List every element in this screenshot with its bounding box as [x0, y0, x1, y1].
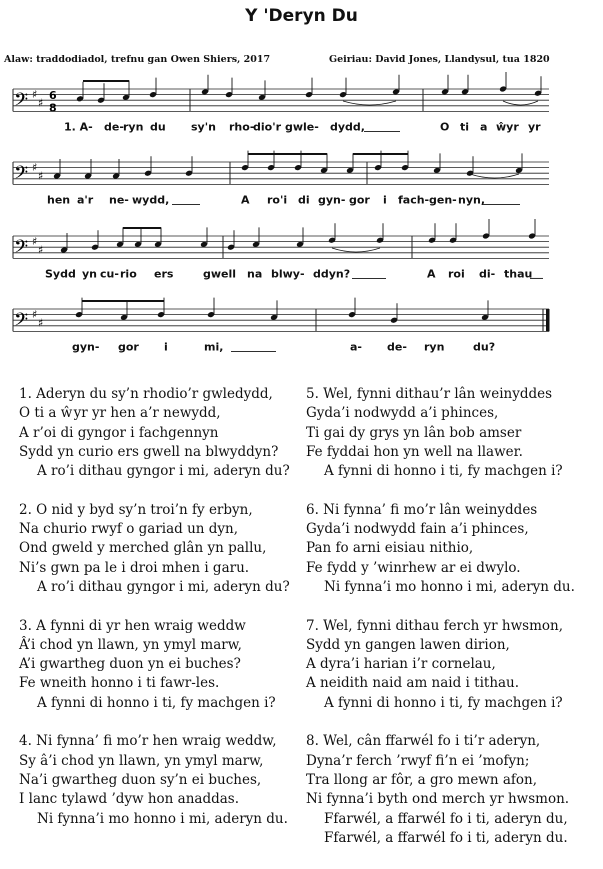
lyric-syllable: di- [479, 267, 496, 281]
bass-clef-icon: 𝄢 [14, 163, 29, 189]
refrain-line: A fynni di honno i ti, fy machgen i? [37, 694, 276, 711]
verse-line: A r’oi di gyngor i fachgennyn [19, 424, 219, 441]
refrain-line: Ni fynna’i mo honno i mi, aderyn du. [37, 810, 288, 827]
verse-line: 6. Ni fynna’ fi mo’r lân weinyddes [306, 501, 538, 518]
verse-line: Ni’s gwn pa le i droi mhen i garu. [19, 559, 250, 576]
lyric-syllable: Sydd [45, 267, 76, 281]
verse-line: Na’i gwartheg duon sy’n ei buches, [19, 771, 262, 788]
verse-line: Ni fynna’i byth ond merch yr hwsmon. [306, 791, 570, 808]
bass-clef-icon: 𝄢 [14, 310, 29, 336]
verse-line: Fe fyddai hon yn well na llawer. [306, 443, 523, 460]
lyric-syllable: gor [349, 193, 370, 207]
verse-line: 8. Wel, cân ffarwél fo i ti’r aderyn, [306, 733, 541, 750]
verse-line: Na churio rwyf o gariad un dyn, [19, 521, 239, 538]
lyric-syllable: du? [473, 340, 496, 354]
verse-line: Sydd yn gangen lawen dirion, [306, 636, 510, 653]
lyric-syllable: gor [118, 340, 139, 354]
refrain-line: Ffarwél, a ffarwél fo i ti, aderyn du. [324, 829, 568, 846]
verse-block [19, 732, 290, 828]
key-signature-sharps-icon: ♯ [38, 243, 44, 257]
verse-line: O ti a ŵyr yr hen a’r newydd, [19, 405, 221, 422]
verse-line: Pan fo arni eisiau nithio, [306, 540, 474, 557]
lyric-syllable: rio [120, 267, 137, 281]
key-signature-sharps-icon: ♯ [32, 87, 38, 101]
lyric-syllable: gen- [429, 193, 457, 207]
verse-line: A neidith naid am naid i tithau. [306, 675, 520, 692]
verse-block [19, 385, 290, 481]
verse-line: 3. A fynni di yr hen wraig weddw [19, 617, 246, 634]
lyric-syllable: A [427, 267, 436, 281]
key-signature-sharps-icon: ♯ [38, 96, 44, 110]
verses-left-column [19, 385, 290, 848]
verse-line: Tra llong ar fôr, a gro mewn afon, [306, 771, 538, 788]
song-title: Y 'Deryn Du [245, 6, 358, 26]
sheet-music [0, 0, 603, 370]
lyric-syllable: du [150, 120, 166, 134]
verse-line: 5. Wel, fynni dithau’r lân weinyddes [306, 386, 553, 402]
lyric-syllable: roi [448, 267, 465, 281]
lyric-syllable: ryn [123, 120, 144, 134]
verse-line: A dyra’i harian i’r cornelau, [306, 656, 496, 673]
note-tie [343, 101, 396, 105]
lyric-syllable: i [383, 193, 387, 207]
lyric-syllable: ŵyr [496, 120, 519, 134]
verse-line: Gyda’i nodwydd a’i phinces, [306, 405, 499, 422]
refrain-line: A fynni di honno i ti, fy machgen i? [324, 694, 563, 711]
lyric-syllable: dio'r [253, 120, 281, 134]
lyric-syllable: rho- [229, 120, 255, 134]
verse-block [306, 732, 575, 848]
lyric-syllable: ers [154, 267, 174, 281]
note-tie [470, 174, 519, 178]
bass-clef-icon: 𝄢 [14, 90, 29, 116]
lyric-syllable: blwy- [271, 267, 305, 281]
tune-credit: Alaw: traddodiadol, trefnu gan Owen Shiers, 2017 [4, 54, 271, 65]
key-signature-sharps-icon: ♯ [32, 160, 38, 174]
lyric-syllable: cu- [100, 267, 119, 281]
final-barline-thick [546, 309, 550, 331]
refrain-line: Ni fynna’i mo honno i mi, aderyn du. [324, 578, 575, 595]
lyric-syllable: gyn- [318, 193, 346, 207]
note-tie [332, 248, 380, 252]
lyric-syllable: i [164, 340, 168, 354]
verse-block [306, 617, 575, 713]
verse-line: Â’i chod yn llawn, yn ymyl marw, [19, 636, 242, 653]
lyric-syllable: wydd, [132, 193, 170, 207]
lyric-syllable: na [247, 267, 263, 281]
verse-line: A’i gwartheg duon yn ei buches? [19, 656, 241, 673]
lyric-syllable: A [241, 193, 250, 207]
verse-block [306, 501, 575, 597]
refrain-line: A fynni di honno i ti, fy machgen i? [324, 463, 563, 480]
lyric-syllable: fach- [398, 193, 430, 207]
lyric-syllable: ryn [424, 340, 445, 354]
refrain-line: A ro’i dithau gyngor i mi, aderyn du? [37, 463, 290, 480]
lyric-syllable: a- [350, 340, 362, 354]
lyric-syllable: de- [104, 120, 124, 134]
lyric-syllable: di [298, 193, 310, 207]
lyric-syllable: gwell [203, 267, 237, 281]
lyric-syllable: mi, [204, 340, 224, 354]
note-tie [503, 101, 538, 105]
refrain-line: Ffarwél, a ffarwél fo i ti, aderyn du, [324, 810, 568, 827]
lyric-syllable: yr [528, 120, 541, 134]
verses-right-column [306, 385, 575, 867]
lyric-syllable: de- [387, 340, 407, 354]
verse-block [306, 385, 575, 481]
bass-clef-icon: 𝄢 [14, 237, 29, 263]
lyric-syllable: O [440, 120, 450, 134]
lyric-syllable: gwle- [285, 120, 319, 134]
verse-line: 2. O nid y byd sy’n troi’n fy erbyn, [19, 501, 253, 518]
verse-line: 1. Aderyn du sy’n rhodio’r gwledydd, [19, 386, 273, 402]
key-signature-sharps-icon: ♯ [38, 316, 44, 330]
lyric-syllable: thau [504, 267, 533, 281]
verse-line: Dyna’r ferch ’rwyf fi’n ei ’mofyn; [306, 752, 530, 769]
verse-line: Sydd yn curio ers gwell na blwyddyn? [19, 443, 279, 460]
lyric-syllable: nyn, [458, 193, 486, 207]
verse-line: Ti gai dy grys yn lân bob amser [306, 424, 522, 441]
verse-line: 7. Wel, fynni dithau ferch yr hwsmon, [306, 617, 564, 634]
lyric-syllable: hen [47, 193, 71, 207]
verse-line: Fe wneith honno i ti fawr-les. [19, 675, 220, 692]
lyric-syllable: ti [460, 120, 470, 134]
verse-line: I lanc tylawd ’dyw hon anaddas. [19, 791, 240, 808]
time-signature-top: 6 [49, 89, 57, 103]
key-signature-sharps-icon: ♯ [32, 234, 38, 248]
verse-line: Ond gweld y merched glân yn pallu, [19, 540, 267, 557]
key-signature-sharps-icon: ♯ [32, 307, 38, 321]
lyric-syllable: ne- [109, 193, 129, 207]
lyric-syllable: a [480, 120, 488, 134]
key-signature-sharps-icon: ♯ [38, 169, 44, 183]
lyric-syllable: dydd, [330, 120, 365, 134]
verse-line: 4. Ni fynna’ fi mo’r hen wraig weddw, [19, 733, 277, 750]
lyric-syllable: 1. A- [64, 120, 93, 134]
lyric-syllable: ddyn? [313, 267, 351, 281]
verse-line: Gyda’i nodwydd fain a’i phinces, [306, 521, 529, 538]
verse-block [19, 501, 290, 597]
verse-line: Fe fydd y ’winrhew ar ei dwylo. [306, 559, 521, 576]
verse-block [19, 617, 290, 713]
verse-line: Sy â’i chod yn llawn, yn ymyl marw, [19, 752, 264, 769]
lyric-syllable: ro'i [267, 193, 288, 207]
refrain-line: A ro’i dithau gyngor i mi, aderyn du? [37, 578, 290, 595]
lyric-syllable: sy'n [191, 120, 216, 134]
time-signature-bottom: 8 [49, 101, 57, 115]
lyric-syllable: a'r [77, 193, 94, 207]
lyrics-credit: Geiriau: David Jones, Llandysul, tua 1820 [329, 54, 550, 65]
lyric-syllable: gyn- [72, 340, 100, 354]
lyric-syllable: yn [82, 267, 98, 281]
